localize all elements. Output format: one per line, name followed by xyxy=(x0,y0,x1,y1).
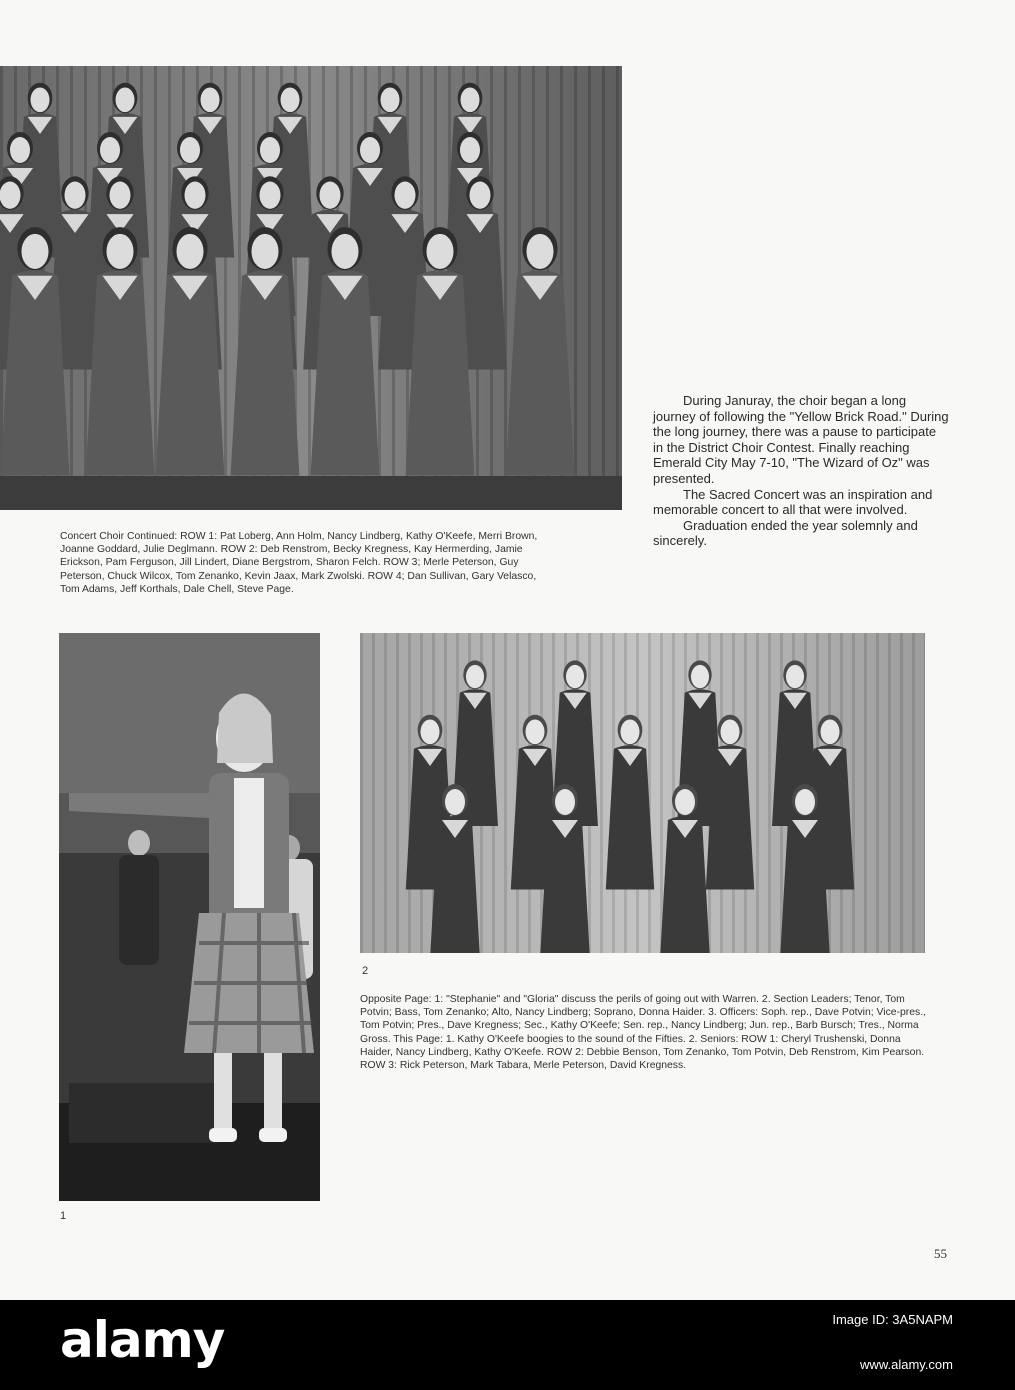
summary-paragraph-1: During Januray, the choir began a long journey of following the "Yellow Brick Road." During the long journey, there was a pause to participate in the District Choir Contest. Finally reaching Emerald City May 7-10, "The Wizard of Oz" was presented. xyxy=(653,393,949,486)
image-id: Image ID: 3A5NAPM xyxy=(832,1312,953,1327)
summary-paragraph-2: The Sacred Concert was an inspiration and memorable concert to all that were involved. xyxy=(653,486,933,518)
choir-year-summary xyxy=(653,393,949,549)
photo-captions: Opposite Page: 1: "Stephanie" and "Gloria" discuss the perils of going out with Warren. 2. Section Leaders; Tenor, Tom Potvin; Bass, Tom Zenanko; Alto, Nancy Lindberg; Soprano, Donna Haider. 3. Officers: Soph. rep., Dave Potvin; Vice-pres., Tom Potvin; Pres., Dave Kregness; Sec., Kathy O'Keefe; Sen. rep., Nancy Lindberg; Jun. rep., Barb Bursch; Tres., Norma Gross. This Page: 1. Kathy O'Keefe boogies to the sound of the Fifties. 2. Seniors: ROW 1: Cheryl Trushenski, Donna Haider, Nancy Lindberg, Kathy O'Keefe. ROW 2: Debbie Benson, Tom Zenanko, Tom Potvin, Deb Renstrom, Kim Pearson. ROW 3: Rick Peterson, Mark Tabara, Merle Peterson, David Kregness. xyxy=(360,994,927,1072)
alamy-logo: alamy xyxy=(60,1311,225,1369)
summary-paragraph-3: Graduation ended the year solemnly and sincerely. xyxy=(653,517,918,549)
page-number: 55 xyxy=(934,1246,947,1261)
photo-number-2: 2 xyxy=(362,965,369,977)
photo-number-1: 1 xyxy=(60,1210,67,1222)
performer-photo xyxy=(59,633,320,1201)
alamy-url: www.alamy.com xyxy=(860,1357,953,1372)
concert-choir-photo xyxy=(0,66,622,510)
seniors-photo xyxy=(360,633,925,953)
concert-choir-caption: Concert Choir Continued: ROW 1: Pat Loberg, Ann Holm, Nancy Lindberg, Kathy O'Keefe, Merri Brown, Joanne Goddard, Julie Deglmann. ROW 2: Deb Renstrom, Becky Kregness, Kay Hermerding, Jamie Erickson, Pam Ferguson, Jill Lindert, Diane Bergstrom, Sharon Felch. ROW 3; Merle Peterson, Guy Peterson, Chuck Wilcox, Tom Zenanko, Kevin Jaax, Mark Zwolski. ROW 4; Dan Sullivan, Gary Velasco, Tom Adams, Jeff Korthals, Dale Chell, Steve Page. xyxy=(60,531,538,595)
